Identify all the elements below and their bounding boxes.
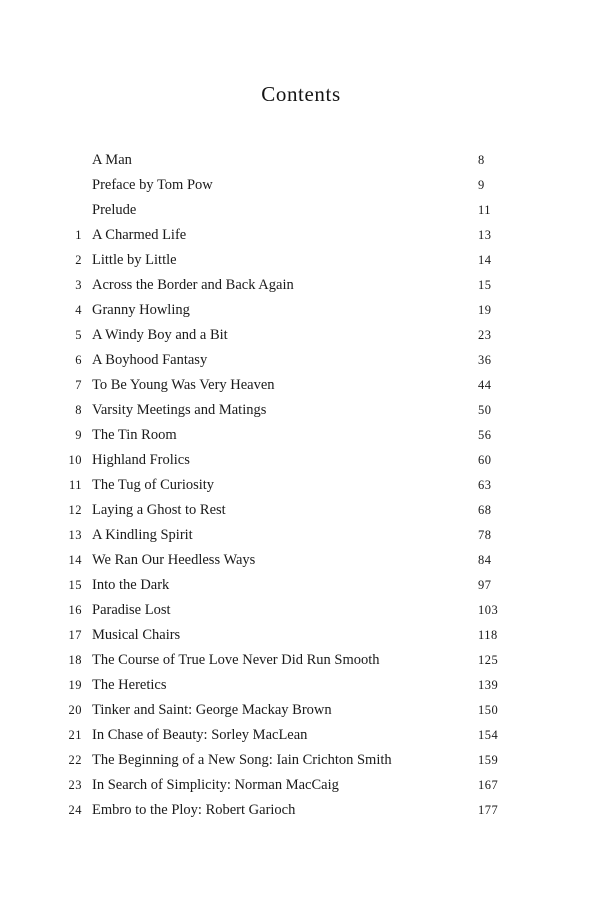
toc-entry-number: 21 <box>68 728 82 742</box>
toc-entry[interactable] <box>56 252 518 277</box>
toc-entry-title: The Heretics <box>92 677 167 693</box>
toc-entry-page: 19 <box>478 303 492 317</box>
toc-entry[interactable] <box>56 627 518 652</box>
toc-entry-number: 23 <box>68 778 82 792</box>
toc-entry-page: 14 <box>478 253 492 267</box>
toc-entry[interactable] <box>56 552 518 577</box>
toc-entry-title: Little by Little <box>92 252 177 268</box>
toc-entry-page: 50 <box>478 403 492 417</box>
toc-entry-title: The Course of True Love Never Did Run Smooth <box>92 652 380 668</box>
toc-entry-number: 6 <box>75 353 82 367</box>
toc-entry-page: 154 <box>478 728 499 742</box>
toc-entry[interactable] <box>56 477 518 502</box>
toc-entry-page: 44 <box>478 378 492 392</box>
toc-entry[interactable] <box>56 352 518 377</box>
toc-entry-title: Musical Chairs <box>92 627 181 643</box>
toc-entry-number: 14 <box>68 553 82 567</box>
toc-entry-number: 12 <box>68 503 82 517</box>
toc-entry-number: 1 <box>75 228 82 242</box>
toc-entry-number: 2 <box>75 253 82 267</box>
toc-entry-number: 3 <box>75 278 82 292</box>
toc-entry-number: 4 <box>75 303 82 317</box>
toc-entry-title: Highland Frolics <box>92 452 190 468</box>
toc-entry-title: Tinker and Saint: George Mackay Brown <box>92 702 332 718</box>
toc-entry-page: 167 <box>478 778 499 792</box>
toc-entry-page: 15 <box>478 278 492 292</box>
toc-entry-title: A Windy Boy and a Bit <box>92 327 228 343</box>
toc-entry[interactable] <box>56 427 518 452</box>
toc-entry-title: To Be Young Was Very Heaven <box>92 377 275 393</box>
toc-entry-page: 118 <box>478 628 498 642</box>
toc-entry-title: The Tug of Curiosity <box>92 477 215 493</box>
toc-entry-number: 16 <box>68 603 82 617</box>
toc-entry-title: We Ran Our Heedless Ways <box>92 552 256 568</box>
toc-entry[interactable] <box>56 452 518 477</box>
toc-entry-number: 9 <box>75 428 82 442</box>
toc-entry[interactable] <box>56 327 518 352</box>
toc-entry-number: 7 <box>75 378 82 392</box>
toc-entry[interactable] <box>56 777 518 802</box>
toc-entry[interactable] <box>56 277 518 302</box>
toc-entry[interactable] <box>56 677 518 702</box>
toc-entry-page: 36 <box>478 353 492 367</box>
toc-entry-title: A Kindling Spirit <box>92 527 193 543</box>
toc-entry-title: A Boyhood Fantasy <box>92 352 208 368</box>
toc-entry-page: 78 <box>478 528 492 542</box>
toc-entry[interactable] <box>56 202 518 227</box>
toc-entry-number: 10 <box>68 453 82 467</box>
toc-entry-page: 139 <box>478 678 499 692</box>
toc-entry-page: 125 <box>478 653 499 667</box>
toc-entry-number: 15 <box>68 578 82 592</box>
toc-entry[interactable] <box>56 602 518 627</box>
toc-entry[interactable] <box>56 302 518 327</box>
toc-entry-page: 60 <box>478 453 492 467</box>
toc-entry-title: Paradise Lost <box>92 602 171 618</box>
toc-entry-number: 24 <box>68 803 82 817</box>
toc-entry-title: Prelude <box>92 202 137 218</box>
toc-entry-title: The Beginning of a New Song: Iain Crichton Smith <box>92 752 392 768</box>
toc-entry-page: 13 <box>478 228 492 242</box>
toc-entry-number: 18 <box>68 653 82 667</box>
toc-entry-title: Varsity Meetings and Matings <box>92 402 267 418</box>
toc-entry-page: 11 <box>478 203 492 217</box>
toc-entry-title: Into the Dark <box>92 577 170 593</box>
toc-entry-number: 8 <box>75 403 82 417</box>
toc-entry[interactable] <box>56 152 518 177</box>
toc-entry-number: 5 <box>75 328 82 342</box>
toc-entry-page: 56 <box>478 428 492 442</box>
toc-entry-title: Laying a Ghost to Rest <box>92 502 226 518</box>
toc-entry-title: The Tin Room <box>92 427 177 443</box>
toc-entry[interactable] <box>56 227 518 252</box>
toc-entry-title: Preface by Tom Pow <box>92 177 213 193</box>
toc-entry-page: 97 <box>478 578 492 592</box>
toc-entry-title: A Man <box>92 152 132 168</box>
toc-entry-page: 84 <box>478 553 492 567</box>
toc-entry-title: Granny Howling <box>92 302 190 318</box>
toc-entry-number: 17 <box>68 628 82 642</box>
toc-entry-number: 22 <box>68 753 82 767</box>
toc-entry-page: 8 <box>478 153 485 167</box>
toc-entry-title: A Charmed Life <box>92 227 187 243</box>
toc-entry[interactable] <box>56 652 518 677</box>
toc-entry-page: 68 <box>478 503 492 517</box>
toc-entry[interactable] <box>56 402 518 427</box>
toc-entry-page: 9 <box>478 178 485 192</box>
toc-entry[interactable] <box>56 727 518 752</box>
toc-entry-number: 13 <box>68 528 82 542</box>
toc-entry-page: 150 <box>478 703 499 717</box>
toc-entry-page: 103 <box>478 603 499 617</box>
toc-entry[interactable] <box>56 502 518 527</box>
toc-entry[interactable] <box>56 752 518 777</box>
toc-entry[interactable] <box>56 177 518 202</box>
toc-entry[interactable] <box>56 527 518 552</box>
toc-entry-page: 63 <box>478 478 492 492</box>
toc-entry-number: 20 <box>68 703 82 717</box>
page-title: Contents <box>261 82 341 106</box>
toc-entry-title: Across the Border and Back Again <box>92 277 294 293</box>
toc-entry[interactable] <box>56 377 518 402</box>
toc-entry-title: Embro to the Ploy: Robert Garioch <box>92 802 296 818</box>
toc-entry-title: In Search of Simplicity: Norman MacCaig <box>92 777 339 793</box>
toc-entry-number: 11 <box>68 478 82 492</box>
toc-entry[interactable] <box>56 577 518 602</box>
toc-entry-page: 159 <box>478 753 499 767</box>
toc-entry-page: 177 <box>478 803 499 817</box>
table-of-contents <box>0 152 602 827</box>
toc-entry-title: In Chase of Beauty: Sorley MacLean <box>92 727 308 743</box>
toc-entry[interactable] <box>56 802 518 827</box>
toc-entry-page: 23 <box>478 328 492 342</box>
toc-entry[interactable] <box>56 702 518 727</box>
toc-entry-number: 19 <box>68 678 82 692</box>
